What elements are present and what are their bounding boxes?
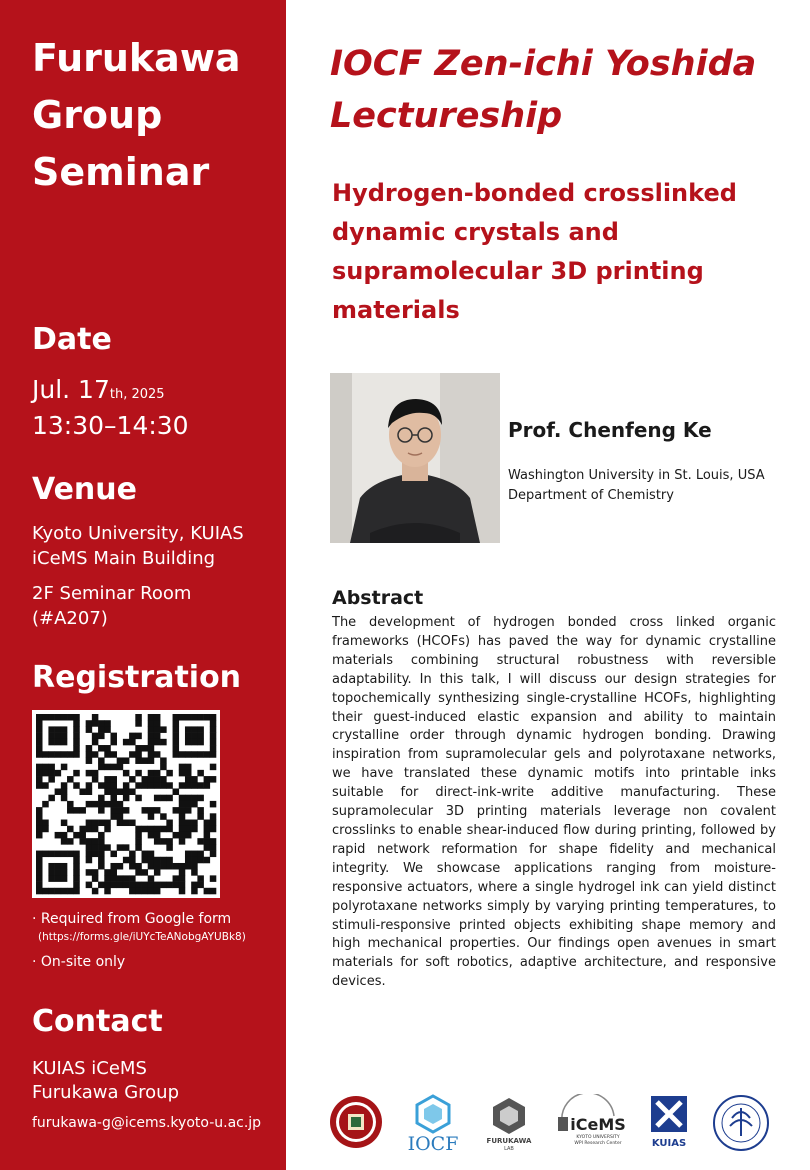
registration-note: · Required from Google form: [32, 911, 232, 927]
icems-logo-subtext: WPI Research Center: [574, 1141, 622, 1146]
lecture-series-line: Lectureship: [330, 96, 563, 136]
sidebar: [0, 0, 286, 1170]
seminar-title: [32, 30, 272, 201]
icems-logo: [550, 1094, 628, 1154]
talk-title-line: dynamic crystals and: [332, 218, 619, 246]
seminar-title-line: Furukawa: [32, 36, 241, 80]
kyoto-university-seal-logo: [712, 1094, 770, 1156]
lecture-series-title: [330, 38, 790, 142]
kuias-logo-text: KUIAS: [651, 1138, 687, 1149]
qr-code-graphic: [32, 710, 220, 898]
abstract-text: The development of hydrogen bonded cross linked organic frameworks (HCOFs) has paved the way for dynamic crystalline materials combining structural robustness with reversible adaptability. In this talk, I will discuss our design strategies for topochemically synthesizing single-crystalline HCOFs, highlighting their guest-induced elastic expansion and ability to maintain crystalline order through dynamic hydrogen bonding. Drawing inspiration from supramolecular gels and polyrotaxane networks, we have translated these dynamic motifs into printable inks suitable for direct-ink-write additive manufacturing. These supramolecular 3D printing materials leverage non covalent crosslinks to enable shear-induced flow during printing, followed by rapid network reformation for shape fidelity and mechanical integrity. We showcase applications ranging from moisture-responsive actuators, where a single hydrogel ink can yield distinct polyrotaxane networks simply by varying printing temperatures, to stimuli-responsive printed objects exhibiting shape memory and high mechanical properties. Our findings open avenues in smart materials for soft robotics, adaptive architecture, and responsive devices.: [332, 615, 776, 990]
contact-email[interactable]: furukawa-g@icems.kyoto-u.ac.jp: [32, 1115, 262, 1131]
speaker-affiliation: [508, 466, 765, 506]
furukawa-logo-subtext: LAB: [504, 1146, 514, 1150]
contact-line: Furukawa Group: [32, 1082, 179, 1103]
icems-logo-text: iCeMS: [570, 1115, 626, 1134]
registration-url[interactable]: (https://forms.gle/iUYcTeANobgAYUBk8): [38, 931, 246, 943]
date-suffix: th, 2025: [109, 387, 165, 402]
iocf-logo: [400, 1094, 466, 1156]
venue-line: (#A207): [32, 608, 108, 629]
seminar-title-line: Seminar: [32, 150, 210, 194]
iocf-logo-text: IOCF: [407, 1133, 459, 1152]
icems-logo-subtext: KYOTO UNIVERSITY: [576, 1135, 620, 1140]
venue-heading: Venue: [32, 472, 137, 507]
time-value: 13:30–14:30: [32, 411, 189, 440]
venue-line: iCeMS Main Building: [32, 548, 216, 569]
furukawa-lab-logo: [481, 1094, 537, 1154]
logo-strip: [328, 1094, 798, 1154]
speaker-portrait-graphic: [330, 373, 500, 543]
speaker-photo: [330, 373, 500, 543]
registration-note: · On-site only: [32, 954, 126, 970]
kuias-logo: [644, 1094, 694, 1154]
registration-qr-code[interactable]: [32, 710, 220, 898]
affiliation-line: Washington University in St. Louis, USA: [508, 468, 765, 483]
contact-heading: Contact: [32, 1004, 163, 1039]
seminar-title-line: Group: [32, 93, 163, 137]
venue-line: Kyoto University, KUIAS: [32, 523, 244, 544]
affiliation-line: Department of Chemistry: [508, 488, 674, 503]
talk-title-line: materials: [332, 296, 460, 324]
talk-title-line: Hydrogen-bonded crosslinked: [332, 179, 737, 207]
talk-title: [332, 174, 782, 330]
lecture-series-line: IOCF Zen-ichi Yoshida: [330, 44, 757, 84]
date-value: [32, 374, 165, 411]
abstract-heading: Abstract: [332, 587, 424, 609]
talk-title-line: supramolecular 3D printing: [332, 257, 704, 285]
furukawa-logo-text: FURUKAWA: [486, 1137, 532, 1145]
venue-line: 2F Seminar Room: [32, 583, 192, 604]
registration-heading: Registration: [32, 660, 242, 695]
washu-seal-logo: [328, 1094, 384, 1154]
date-day: Jul. 17: [32, 375, 110, 404]
date-heading: Date: [32, 322, 112, 357]
contact-line: KUIAS iCeMS: [32, 1058, 147, 1079]
speaker-name: Prof. Chenfeng Ke: [508, 418, 712, 442]
